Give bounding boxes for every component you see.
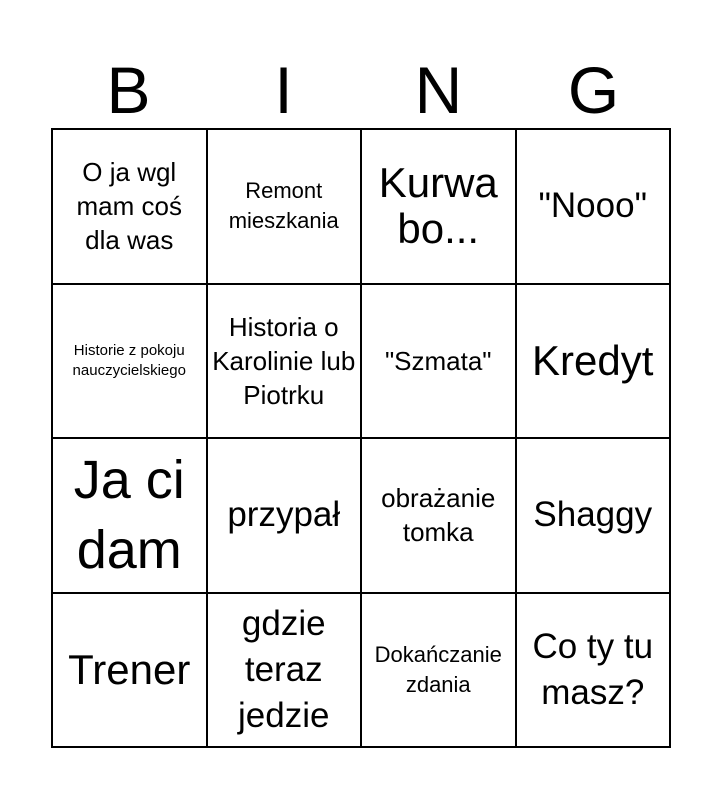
bingo-cell[interactable] <box>52 284 207 439</box>
bingo-cell[interactable] <box>361 438 516 593</box>
bingo-cell[interactable] <box>516 438 671 593</box>
header-letter-n: N <box>414 53 463 127</box>
header-letter-b: B <box>106 53 151 127</box>
cell-text: obrażanie tomka <box>381 483 496 548</box>
bingo-cell[interactable] <box>52 593 207 748</box>
cell-text: Kurwa bo... <box>378 159 498 253</box>
bingo-cell[interactable] <box>516 284 671 439</box>
bingo-cell[interactable] <box>516 129 671 284</box>
cell-text: Trener <box>68 645 191 693</box>
cell-text: Dokańczanie zdania <box>374 641 502 697</box>
bingo-board <box>51 128 671 748</box>
header-letter-i: I <box>274 53 293 127</box>
bingo-cell[interactable] <box>361 593 516 748</box>
bingo-header <box>51 52 671 128</box>
cell-text: Co ty tu masz? <box>532 626 654 712</box>
cell-text: przypał <box>227 495 341 535</box>
cell-text: Historia o Karolinie lub Piotrku <box>212 311 356 410</box>
cell-text: O ja wgl mam coś dla was <box>76 157 182 256</box>
header-letter-g: G <box>567 53 620 127</box>
bingo-cell[interactable] <box>361 129 516 284</box>
bingo-cell[interactable] <box>516 593 671 748</box>
bingo-cell[interactable] <box>52 438 207 593</box>
cell-text: Ja ci dam <box>73 450 185 581</box>
cell-text: "Nooo" <box>538 186 648 226</box>
cell-text: Kredyt <box>532 336 654 384</box>
bingo-cell[interactable] <box>207 593 362 748</box>
bingo-cell[interactable] <box>207 438 362 593</box>
bingo-cell[interactable] <box>207 284 362 439</box>
cell-text: Shaggy <box>533 495 653 535</box>
bingo-cell[interactable] <box>52 129 207 284</box>
cell-text: Historie z pokoju nauczycielskiego <box>72 341 186 379</box>
bingo-cell[interactable] <box>207 129 362 284</box>
cell-text: gdzie teraz jedzie <box>238 603 330 735</box>
cell-text: "Szmata" <box>384 345 492 376</box>
cell-text: Remont mieszkania <box>228 178 339 234</box>
bingo-cell[interactable] <box>361 284 516 439</box>
